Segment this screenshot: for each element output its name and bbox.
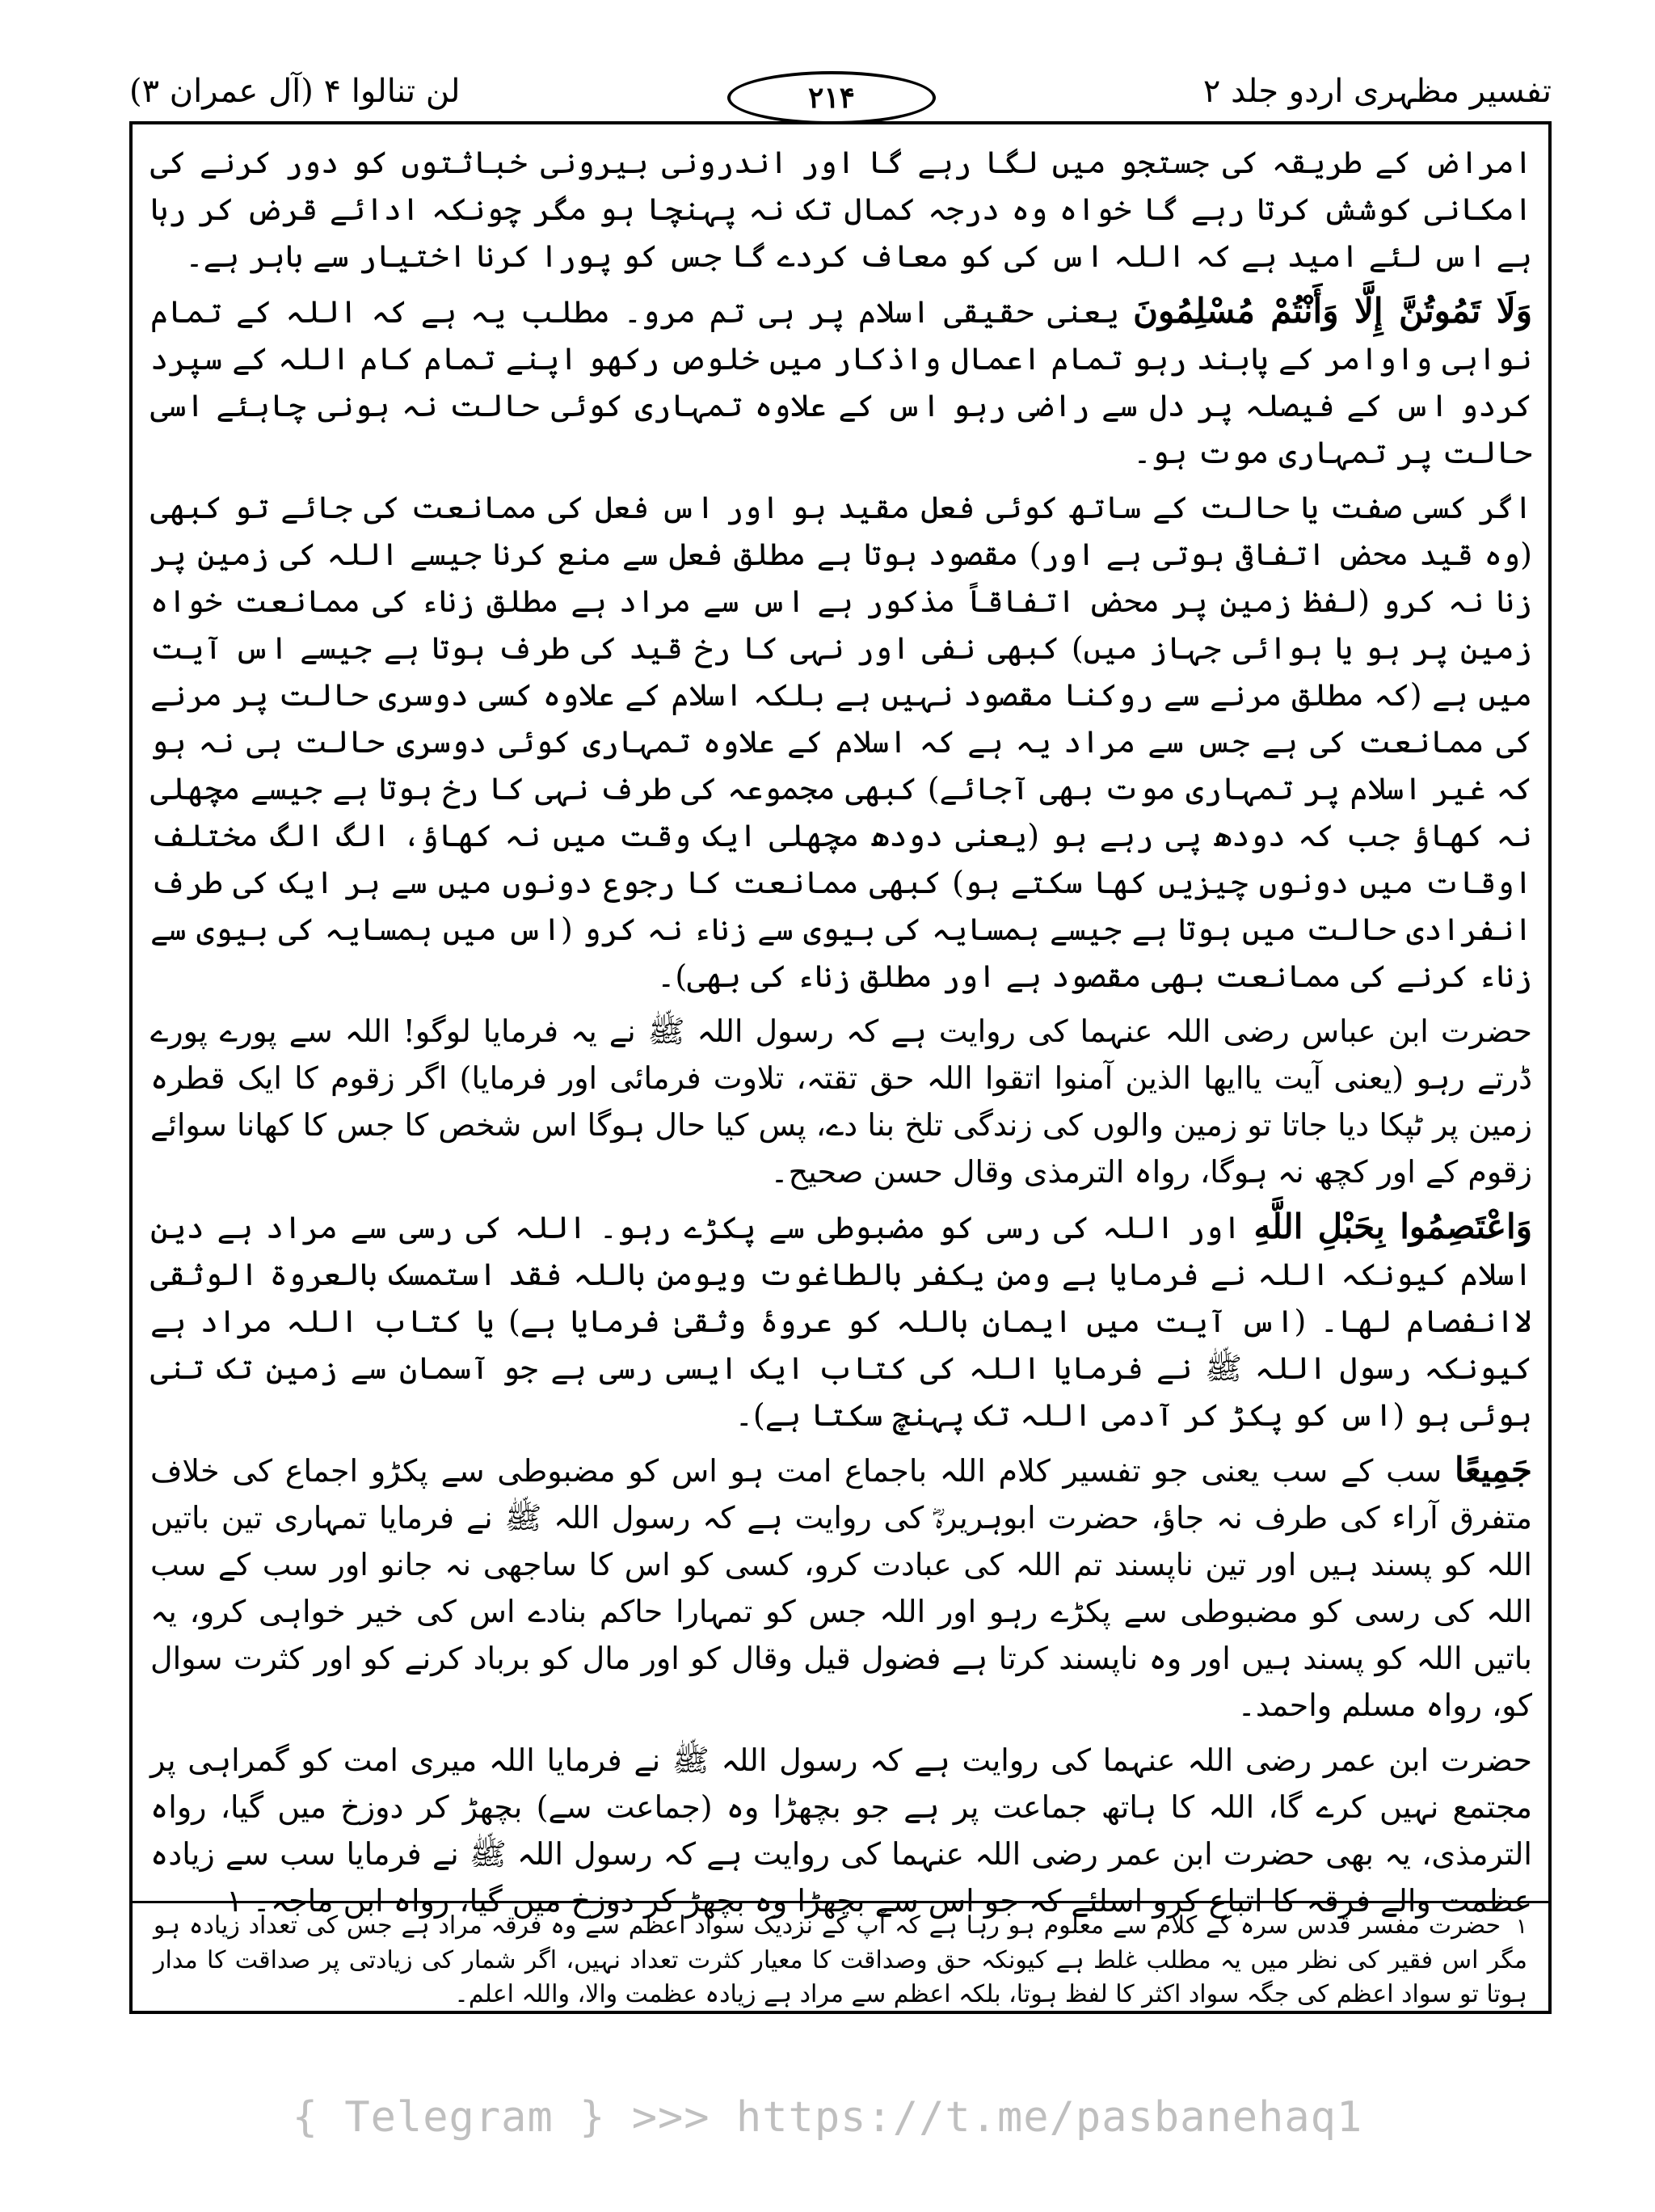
paragraph bbox=[150, 1447, 1532, 1729]
verse-commentary: سب کے سب یعنی جو تفسیر کلام اللہ باجماع امت ہو اس کو مضبوطی سے پکڑو اجماع کی خلاف متفرق آراء کی طرف نہ جاؤ، حضرت ابوہریرہؓ کی روایت ہے کہ رسول اللہ ﷺ نے فرمایا تمہاری تین باتیں اللہ کو پسند ہیں اور تین ناپسند تم اللہ کی عبادت کرو، کسی کو اس کا ساجھی نہ جانو اور سب کے سب اللہ کی رسی کو مضبوطی سے پکڑے رہو اور اللہ جس کو تمہارا حاکم بنادے اس کی خیر خواہی کرو، یہ باتیں اللہ کو پسند ہیں اور وہ ناپسند کرتا ہے فضول قیل وقال کو اور مال کو برباد کرنے کو اور کثرت سوال کو، رواہ مسلم واحمد۔ bbox=[150, 1453, 1532, 1723]
page-number: ۲۱۴ bbox=[727, 71, 936, 124]
paragraph bbox=[150, 288, 1532, 476]
paragraph: امراض کے طریقہ کی جستجو میں لگا رہے گا اور اندرونی بیرونی خباثتوں کو دور کرنے کی امکانی کوشش کرتا رہے گا خواہ وہ درجہ کمال تک نہ پہنچا ہو مگر چونکہ ادائے قرض کر رہا ہے اس لئے امید ہے کہ اللہ اس کی کو معاف کردے گا جس کو پورا کرنا اختیار سے باہر ہے۔ bbox=[150, 145, 1532, 274]
footnote-mark: ۱ bbox=[1516, 1915, 1527, 1939]
paragraph bbox=[150, 1203, 1532, 1439]
page-header bbox=[129, 68, 1552, 124]
quran-verse: وَلَا تَمُوتُنَّ إِلَّا وَأَنْتُمْ مُسْلِمُونَ bbox=[1133, 291, 1532, 331]
footnote bbox=[154, 1909, 1527, 2006]
footnote-divider bbox=[129, 1901, 1552, 1903]
footnote-text: حضرت مفسر قدس سرہ کے کلام سے معلوم ہو رہا ہے کہ آپ کے نزدیک سواد اعظم سے وہ فرقہ مراد ہے جس کی تعداد زیادہ ہو مگر اس فقیر کی نظر میں یہ مطلب غلط ہے کیونکہ حق وصداقت کا معیار کثرت تعداد نہیں، اگر شمار کی زیادتی پر صداقت کا مدار ہوتا تو سواد اعظم کی جگہ سواد اکثر کا لفظ ہوتا، بلکہ اعظم سے مراد ہے زیادہ عظمت والا، واللہ اعلم۔ bbox=[154, 1911, 1527, 2008]
verse-commentary: یعنی حقیقی اسلام پر ہی تم مرو۔ مطلب یہ ہے کہ اللہ کے تمام نواہی واوامر کے پابند رہو تمام اعمال واذکار میں خلوص رکھو اپنے تمام کام اللہ کے سپرد کردو اس کے فیصلہ پر دل سے راضی رہو اس کے علاوہ تمہاری کوئی حالت نہ ہونی چاہئے اسی حالت پر تمہاری موت ہو۔ bbox=[150, 294, 1532, 470]
paragraph: حضرت ابن عباس رضی اللہ عنہما کی روایت ہے کہ رسول اللہ ﷺ نے یہ فرمایا لوگو! اللہ سے پورے پورے ڈرتے رہو (یعنی آیت یاایھا الذین آمنوا اتقوا اللہ حق تقتہ، تلاوت فرمائی اور فرمایا) اگر زقوم کا ایک قطرہ زمین پر ٹپکا دیا جاتا تو زمین والوں کی زندگی تلخ بنا دے، پس کیا حال ہوگا اس شخص کا جس کا کھانا سوائے زقوم کے اور کچھ نہ ہوگا، رواہ الترمذی وقال حسن صحیح۔ bbox=[150, 1013, 1532, 1190]
quran-verse: وَاعْتَصِمُوا بِحَبْلِ اللَّهِ bbox=[1253, 1207, 1533, 1246]
paragraph: اگر کسی صفت یا حالت کے ساتھ کوئی فعل مقید ہو اور اس فعل کی ممانعت کی جائے تو کبھی (وہ قید محض اتفاقی ہوتی ہے اور) مقصود ہوتا ہے مطلق فعل سے منع کرنا جیسے اللہ کی زمین پر زنا نہ کرو (لفظ زمین پر محض اتفاقاً مذکور ہے اس سے مراد ہے مطلق زناء کی ممانعت خواہ زمین پر ہو یا ہوائی جہاز میں) کبھی نفی اور نہی کا رخ قید کی طرف ہوتا ہے جیسے اس آیت میں ہے (کہ مطلق مرنے سے روکنا مقصود نہیں ہے بلکہ اسلام کے علاوہ کسی دوسری حالت پر مرنے کی ممانعت کی ہے جس سے مراد یہ ہے کہ اسلام کے علاوہ تمہاری کوئی دوسری حالت ہی نہ ہو کہ غیر اسلام پر تمہاری موت بھی آجائے) کبھی مجموعہ کی طرف نہی کا رخ ہوتا ہے جیسے مچھلی نہ کھاؤ جب کہ دودھ پی رہے ہو (یعنی دودھ مچھلی ایک وقت میں نہ کھاؤ، الگ الگ مختلف اوقات میں دونوں چیزیں کھا سکتے ہو) کبھی ممانعت کا رجوع دونوں میں سے ہر ایک کی طرف انفرادی حالت میں ہوتا ہے جیسے ہمسایہ کی بیوی سے زناء نہ کرو (اس میں ہمسایہ کی بیوی سے زناء کرنے کی ممانعت بھی مقصود ہے اور مطلق زناء کی بھی)۔ bbox=[150, 490, 1532, 994]
section-title: لن تنالوا ۴ (آل عمران ۳) bbox=[129, 73, 461, 110]
verse-commentary: اور اللہ کی رسی کو مضبوطی سے پکڑے رہو۔ اللہ کی رسی سے مراد ہے دین اسلام کیونکہ اللہ نے فرمایا ہے ومن یکفر بالطاغوت ویومن باللہ فقد استمسک بالعروۃ الوثقی لاانفصام لھا۔ (اس آیت میں ایمان باللہ کو عروۂ وثقیٰ فرمایا ہے) یا کتاب اللہ مراد ہے کیونکہ رسول اللہ ﷺ نے فرمایا اللہ کی کتاب ایک ایسی رسی ہے جو آسمان سے زمین تک تنی ہوئی ہو (اس کو پکڑ کر آدمی اللہ تک پہنچ سکتا ہے)۔ bbox=[150, 1210, 1533, 1433]
watermark: { Telegram } >>> https://t.me/pasbanehaq1 bbox=[292, 2093, 1363, 2142]
paragraph: حضرت ابن عمر رضی اللہ عنہما کی روایت ہے کہ رسول اللہ ﷺ نے فرمایا اللہ میری امت کو گمراہی پر مجتمع نہیں کرے گا، اللہ کا ہاتھ جماعت پر ہے جو بچھڑا وہ (جماعت سے) بچھڑ کر دوزخ میں گیا، رواہ الترمذی، یہ بھی حضرت ابن عمر رضی اللہ عنہما کی روایت ہے کہ رسول اللہ ﷺ نے فرمایا سب سے زیادہ عظمت والے فرقہ کا اتباع کرو اسلئے کہ جو اس سے بچھڑا وہ بچھڑ کر دوزخ میں گیا، رواہ ابن ماجہ۔ ۱ bbox=[150, 1742, 1532, 1919]
main-text bbox=[150, 139, 1533, 1919]
quran-verse: جَمِيعًا bbox=[1455, 1450, 1532, 1489]
book-title: تفسیر مظہری اردو جلد ۲ bbox=[1202, 73, 1552, 110]
